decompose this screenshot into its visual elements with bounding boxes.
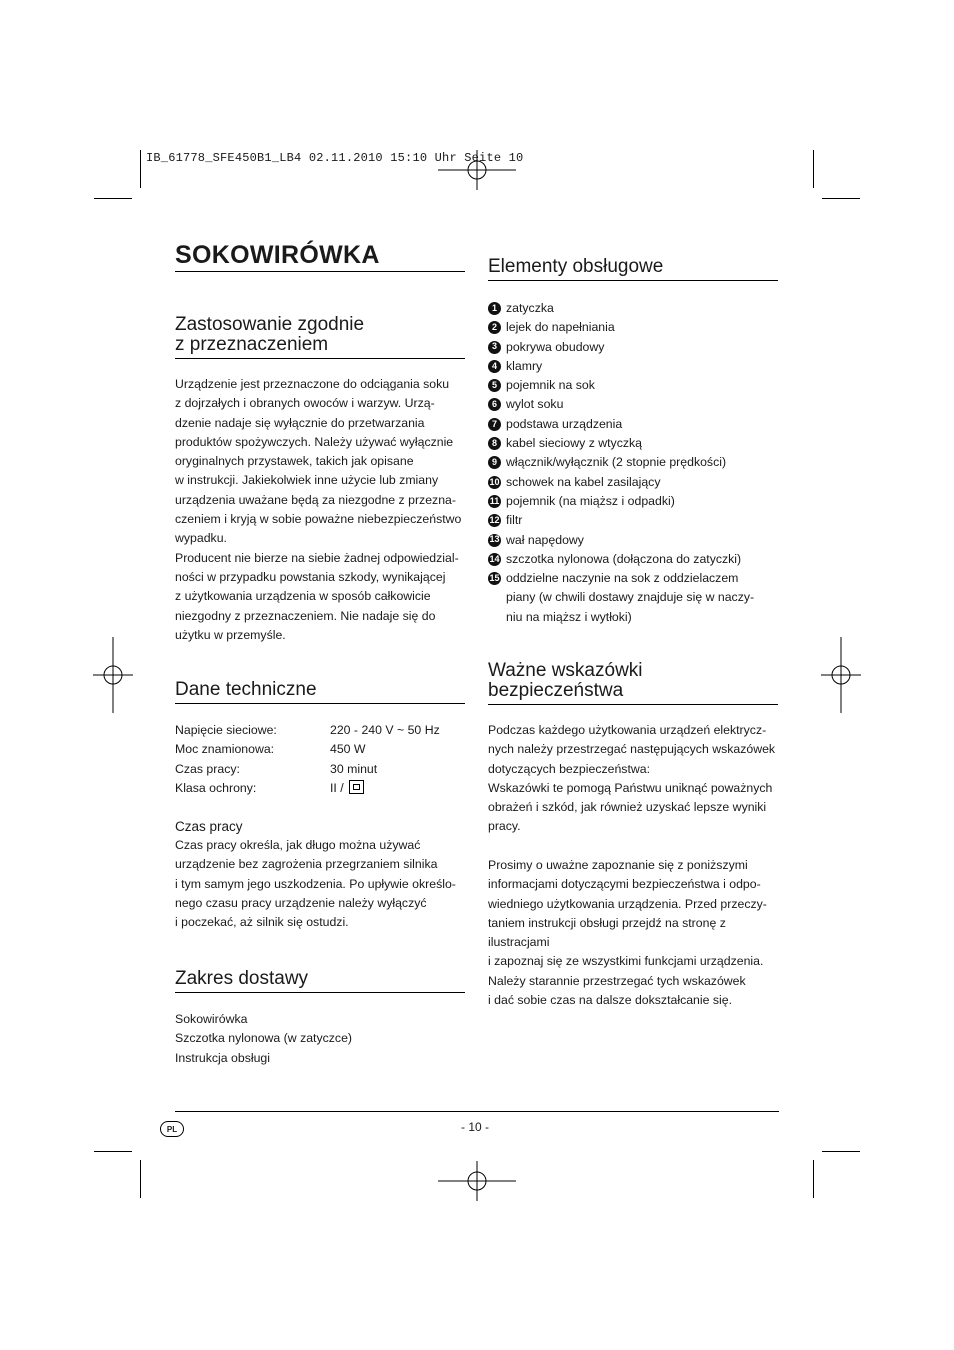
list-item: 1 zatyczka: [488, 299, 778, 318]
controls-list: [488, 299, 778, 627]
intended-use-heading: Zastosowanie zgodnie z przeznaczeniem: [175, 315, 465, 359]
spec-row: Moc znamionowa: 450 W: [175, 742, 366, 757]
duty-text: Czas pracy określa, jak długo można używać urządzenie bez zagrożenia przegrzaniem silnika i tym samym jego uszkodzenia. Po upływie określo- nego czasu pracy urządzenie należy wyłączyć i poczekać, aż silnik się ostudzi.: [175, 838, 456, 930]
print-header: IB_61778_SFE450B1_LB4 02.11.2010 15:10 Uhr Seite 10: [146, 151, 524, 165]
list-item: Sokowirówka: [175, 1012, 248, 1026]
list-item: 10 schowek na kabel zasilający: [489, 474, 661, 489]
language-badge: PL: [160, 1121, 184, 1137]
controls-section: [488, 257, 778, 281]
intended-use-text: Urządzenie jest przeznaczone do odciągania soku z dojrzałych i obranych owoców i warzyw. Urzą- dzenie nadaje się wyłącznie do przetwarzania produktów spożywczych. Należy używać wyłącznie oryginalnych przystawek, takich jak opisane w instrukcji. Jakiekolwiek inne użycie lub zmiany urządzenia uważane będą za niezgodne z przezna- czeniem i kryją w sobie poważne niebezpieczeństwo wypadku. Producent nie bierze na siebie żadnej odpowiedzial- ności w przypadku powstania szkody, wynikającej z użytkowania urządzenia w sposób całkowicie niezgodny z przeznaczeniem. Nie nadaje się do użytku w przemyśle.: [175, 377, 462, 642]
list-item: 6 wylot soku: [488, 395, 778, 414]
list-item: 13 wał napędowy: [489, 532, 584, 547]
page-number: - 10 -: [460, 1120, 489, 1134]
safety-text-1: Podczas każdego użytkowania urządzeń elektrycz- nych należy przestrzegać następujących wskazówek dotyczących bezpieczeństwa: Wskazówki te pomogą Państwu uniknąć poważnych obrażeń i szkód, jak również uzyskać lepsze wyniki pracy.: [488, 723, 776, 834]
list-item: 14 szczotka nylonowa (dołączona do zatyczki): [489, 551, 742, 566]
safety-heading: Ważne wskazówki bezpieczeństwa: [488, 661, 778, 705]
list-item: 12 filtr: [489, 513, 523, 528]
list-item: Instrukcja obsługi: [175, 1050, 271, 1065]
spec-row: Czas pracy: 30 minut: [175, 761, 378, 776]
list-item: 3 pokrywa obudowy: [488, 338, 778, 357]
list-item: 2 lejek do napełniania: [488, 318, 778, 337]
delivery-heading: Zakres dostawy: [175, 969, 465, 993]
list-item: 4 klamry: [488, 357, 778, 376]
tech-section: [175, 680, 465, 704]
delivery-section: [175, 969, 465, 993]
protection-class-icon: [349, 780, 364, 794]
list-item: 11 pojemnik (na miąższ i odpadki): [489, 493, 675, 508]
list-item: 7 podstawa urządzenia: [488, 415, 778, 434]
intended-use-section: [175, 315, 465, 359]
list-item: Szczotka nylonowa (w zatyczce): [175, 1031, 353, 1046]
safety-text-2: Prosimy o uważne zapoznanie się z poniższymi informacjami dotyczącymi bezpieczeństwa i odpo- wiedniego użytkowania urządzenia. Przed przeczy- taniem instrukcji obsługi przejdź na stronę z ilustracjami i zapoznaj się ze wszystkimi funkcjami urządzenia. Należy starannie przestrzegać tych wskazówek i dać sobie czas na dalsze dokształcanie się.: [488, 858, 767, 1008]
list-item: 9 włącznik/wyłącznik (2 stopnie prędkości): [488, 453, 778, 472]
list-item: 15 oddzielne naczynie na sok z oddzielaczem piany (w chwili dostawy znajduje się w naczy- niu na miąższ i wytłoki): [489, 571, 755, 624]
duty-section: [175, 817, 465, 932]
controls-heading: Elementy obsługowe: [488, 257, 778, 281]
list-item: 8 kabel sieciowy z wtyczką: [488, 434, 778, 453]
tech-specs: [175, 721, 465, 798]
tech-heading: Dane techniczne: [175, 680, 465, 704]
duty-heading: Czas pracy: [175, 819, 243, 834]
list-item: 5 pojemnik na sok: [488, 376, 778, 395]
spec-row: Klasa ochrony: II /: [175, 779, 465, 798]
safety-section: [488, 661, 778, 705]
left-column: [175, 240, 465, 272]
spec-row: Napięcie sieciowe: 220 - 240 V ~ 50 Hz: [175, 723, 440, 737]
delivery-list: [175, 1010, 465, 1068]
footer-rule: [175, 1111, 779, 1112]
page-title: SOKOWIRÓWKA: [175, 240, 465, 272]
